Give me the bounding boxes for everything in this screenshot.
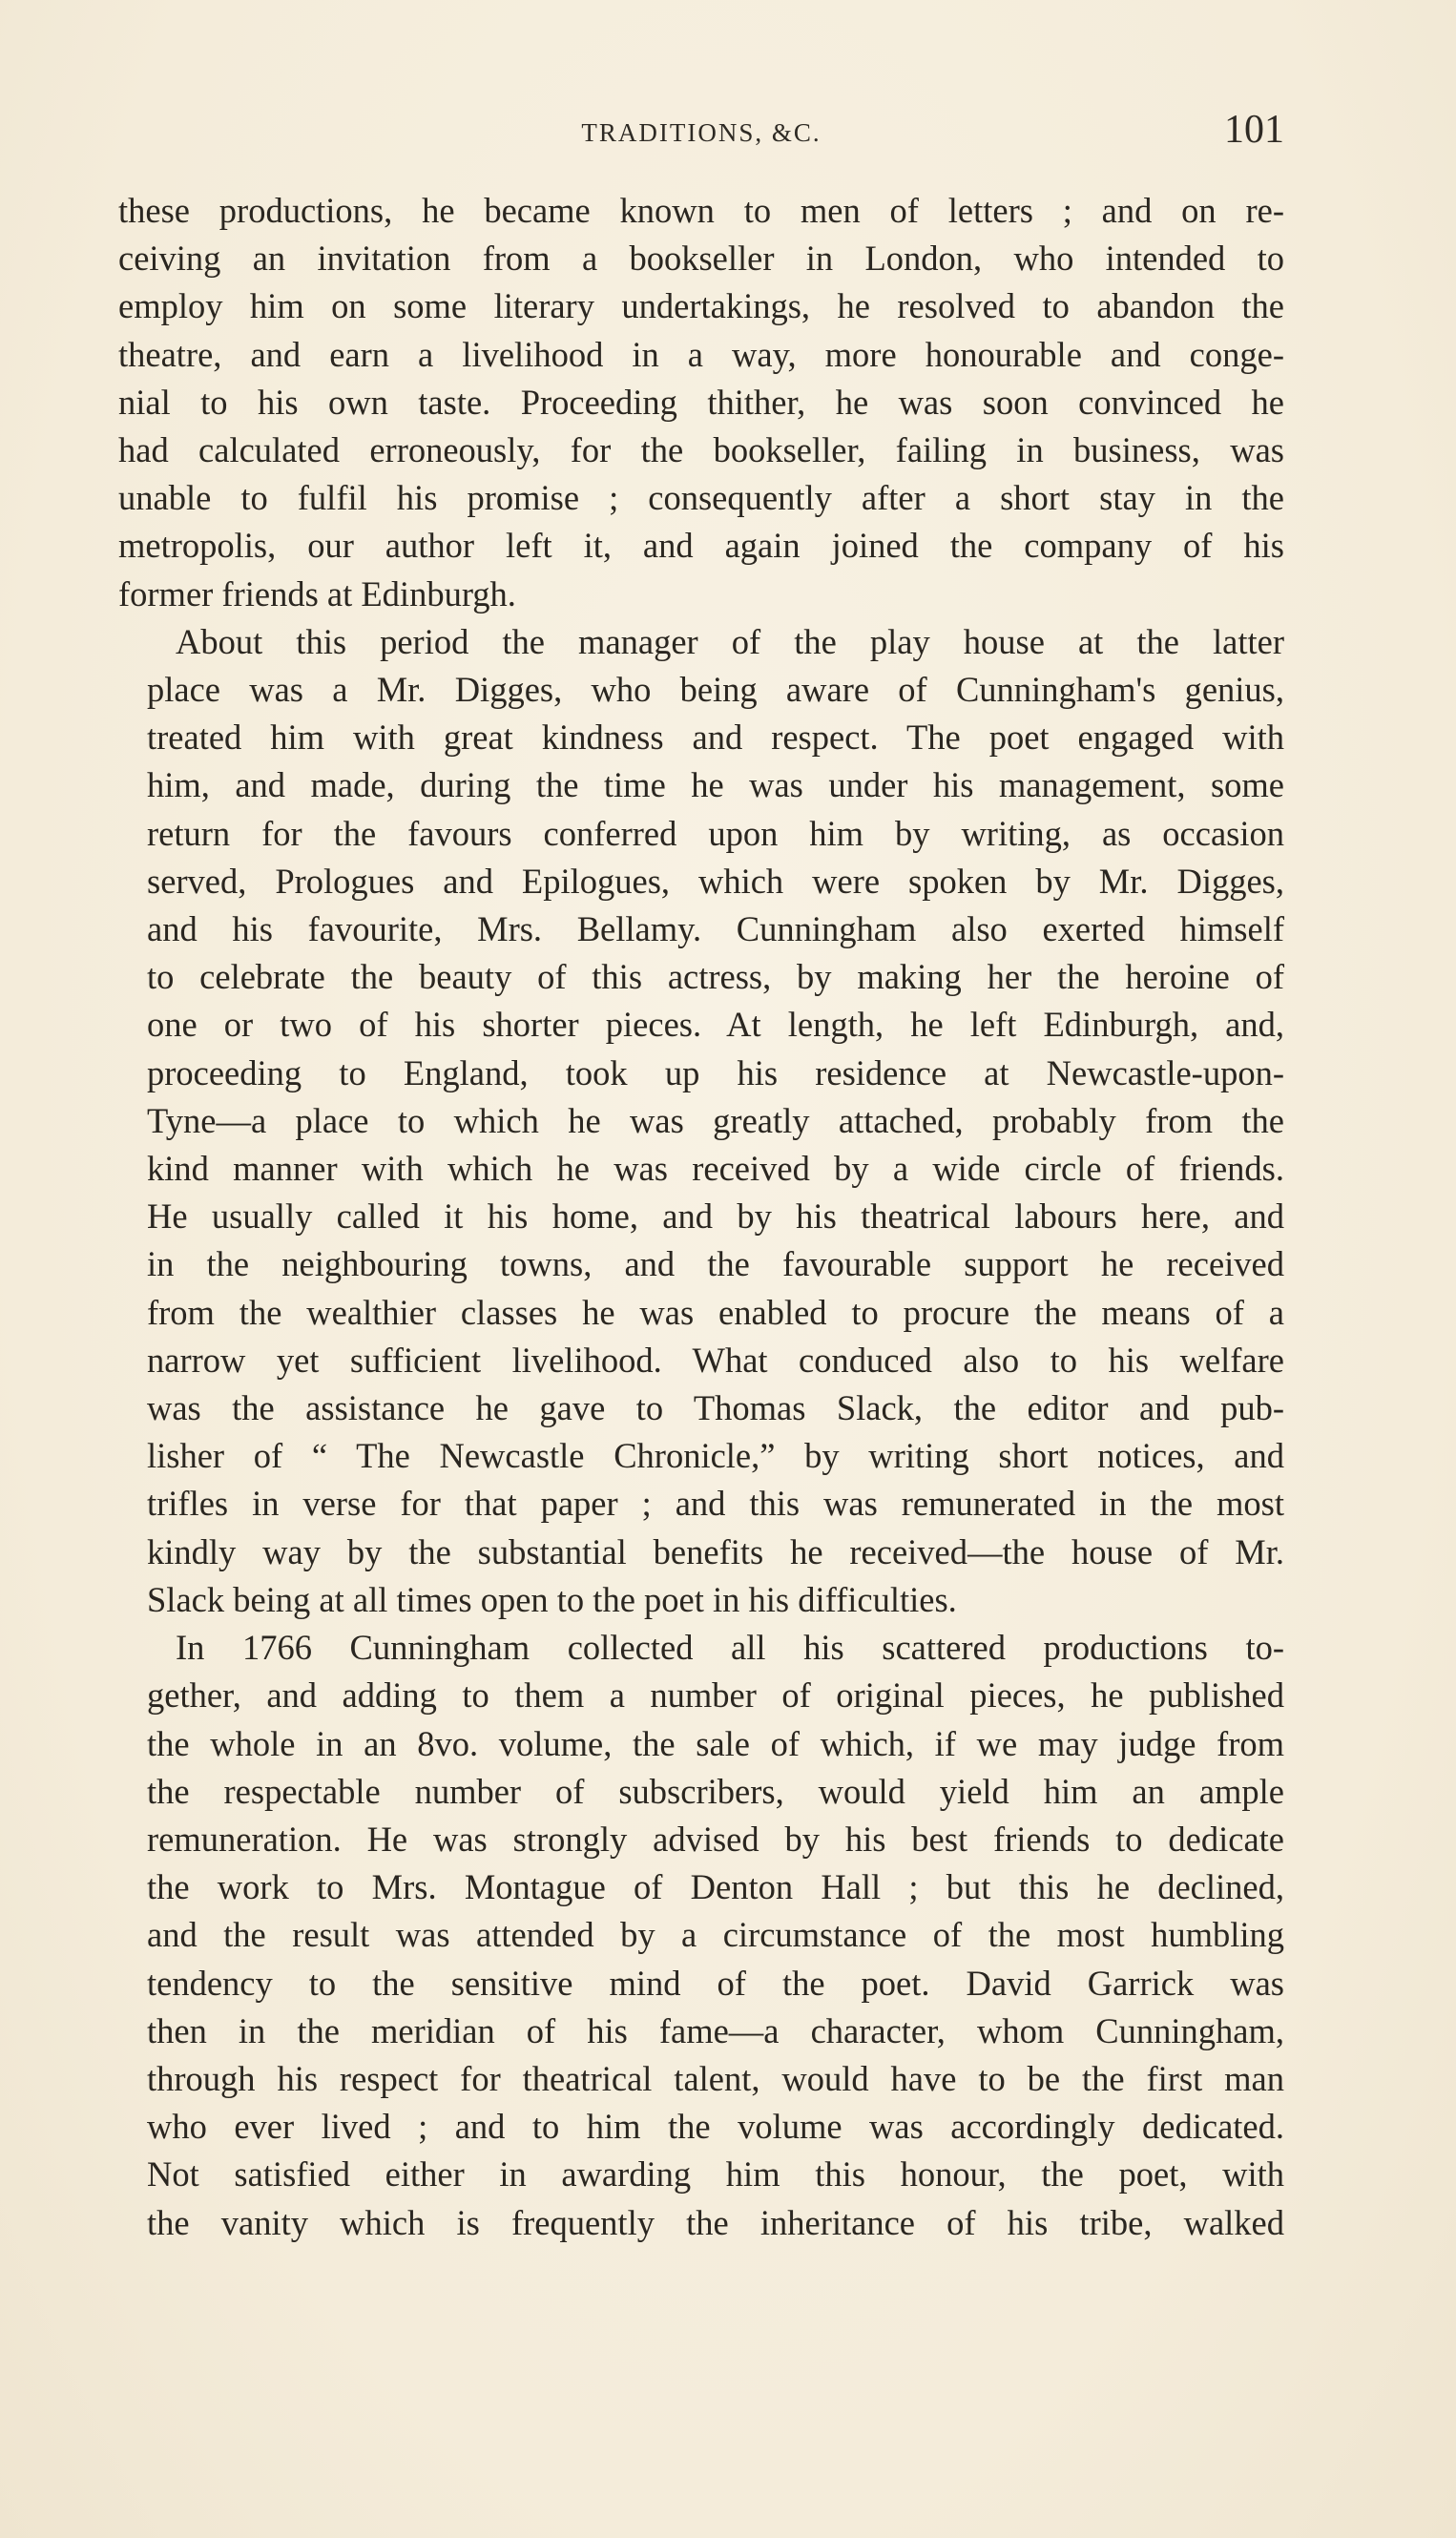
text-line: lisher of “ The Newcastle Chronicle,” by writing short notices, and: [147, 1436, 1284, 1476]
text-line: these productions, he became known to men of letters ; and on re-: [118, 191, 1284, 230]
text-line: theatre, and earn a livelihood in a way, more honourable and conge-: [118, 334, 1284, 374]
text-line: Slack being at all times open to the poet in his difficulties.: [147, 1579, 957, 1619]
text-line: who ever lived ; and to him the volume was accordingly dedicated.: [147, 2107, 1284, 2147]
text-line: Tyne—a place to which he was greatly attached, probably from the: [147, 1100, 1284, 1140]
text-line: proceeding to England, took up his residence at Newcastle-upon-: [147, 1052, 1284, 1092]
text-line: had calculated erroneously, for the bookseller, failing in business, was: [118, 430, 1284, 470]
text-line: served, Prologues and Epilogues, which were spoken by Mr. Digges,: [147, 861, 1284, 901]
running-title: TRADITIONS, &C.: [581, 118, 822, 147]
text-line: trifles in verse for that paper ; and this was remunerated in the most: [147, 1484, 1284, 1524]
text-line: tendency to the sensitive mind of the poet. David Garrick was: [147, 1963, 1284, 2003]
text-line: treated him with great kindness and respect. The poet engaged with: [147, 718, 1284, 758]
text-line: In 1766 Cunningham collected all his scattered productions to-: [176, 1628, 1284, 1668]
text-line: and his favourite, Mrs. Bellamy. Cunningham also exerted himself: [147, 909, 1284, 949]
text-line: was the assistance he gave to Thomas Slack, the editor and pub-: [147, 1388, 1284, 1428]
text-line: to celebrate the beauty of this actress, by making her the heroine of: [147, 957, 1284, 997]
body-text: [118, 187, 1284, 2247]
page-header: [118, 107, 1284, 164]
text-line: the work to Mrs. Montague of Denton Hall ; but this he declined,: [147, 1867, 1284, 1907]
text-line: in the neighbouring towns, and the favourable support he received: [147, 1244, 1284, 1284]
text-line: unable to fulfil his promise ; consequently after a short stay in the: [118, 478, 1284, 518]
paragraph-3: [118, 1624, 1284, 2247]
text-line: ceiving an invitation from a bookseller in London, who intended to: [118, 239, 1284, 279]
text-line: kindly way by the substantial benefits he received—the house of Mr.: [147, 1531, 1284, 1571]
text-line: former friends at Edinburgh.: [118, 573, 516, 614]
text-line: Not satisfied either in awarding him this honour, the poet, with: [147, 2154, 1284, 2195]
text-line: him, and made, during the time he was under his management, some: [147, 765, 1284, 805]
text-line: narrow yet sufficient livelihood. What conduced also to his welfare: [147, 1340, 1284, 1380]
text-line: one or two of his shorter pieces. At length, he left Edinburgh, and,: [147, 1005, 1284, 1045]
text-line: kind manner with which he was received by a wide circle of friends.: [147, 1149, 1284, 1189]
text-line: gether, and adding to them a number of original pieces, he published: [147, 1675, 1284, 1716]
text-line: About this period the manager of the play house at the latter: [176, 621, 1284, 661]
text-line: then in the meridian of his fame—a character, whom Cunningham,: [147, 2010, 1284, 2050]
text-line: He usually called it his home, and by his theatrical labours here, and: [147, 1196, 1284, 1237]
text-line: remuneration. He was strongly advised by his best friends to dedicate: [147, 1819, 1284, 1859]
text-line: employ him on some literary undertakings, he resolved to abandon the: [118, 286, 1284, 326]
paragraph-2: [118, 618, 1284, 1624]
text-line: nial to his own taste. Proceeding thither, he was soon convinced he: [118, 382, 1284, 422]
text-line: the whole in an 8vo. volume, the sale of which, if we may judge from: [147, 1723, 1284, 1763]
paragraph-1: [118, 187, 1284, 618]
text-line: the vanity which is frequently the inheritance of his tribe, walked: [147, 2202, 1284, 2242]
text-line: metropolis, our author left it, and again joined the company of his: [118, 526, 1284, 566]
text-line: return for the favours conferred upon him by writing, as occasion: [147, 813, 1284, 853]
text-line: place was a Mr. Digges, who being aware of Cunningham's genius,: [147, 670, 1284, 710]
text-line: the respectable number of subscribers, would yield him an ample: [147, 1771, 1284, 1811]
text-line: and the result was attended by a circumstance of the most humbling: [147, 1915, 1284, 1955]
text-line: through his respect for theatrical talent, would have to be the first man: [147, 2058, 1284, 2098]
text-line: from the wealthier classes he was enabled to procure the means of a: [147, 1292, 1284, 1332]
page-number: 101: [1224, 108, 1284, 152]
